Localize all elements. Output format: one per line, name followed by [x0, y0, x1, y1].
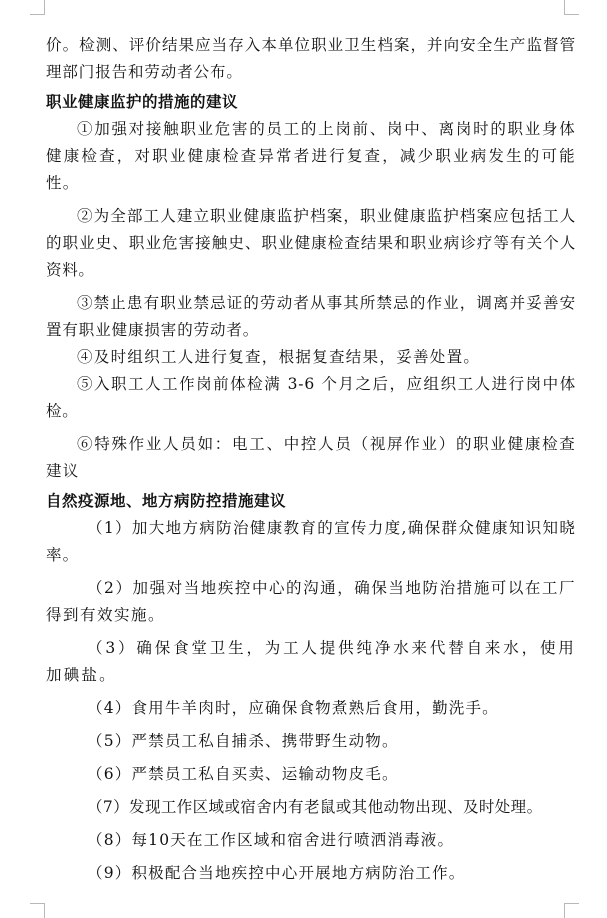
endemic-item-5: （5）严禁员工私自捕杀、携带野生动物。 — [87, 732, 399, 750]
measure-paragraph-1: ①加强对接触职业危害的员工的上岗前、岗中、离岗时的职业身体健康检查，对职业健康检查异常者进行复查，减少职业病发生的可能性。 — [46, 120, 576, 192]
measure-paragraph-6: ⑥特殊作业人员如：电工、中控人员（视屏作业）的职业健康检查建议 — [46, 435, 576, 480]
endemic-item-7: （7）发现工作区域或宿舍内有老鼠或其他动物出现、及时处理。 — [87, 798, 543, 816]
crop-mark-bottom-left — [30, 903, 45, 918]
measure-paragraph-5: ⑤入职工人工作岗前体检满 3-6 个月之后，应组织工人进行岗中体检。 — [46, 375, 576, 420]
document-body — [46, 32, 576, 887]
endemic-item-1: （1）加大地方病防治健康教育的宣传力度,确保群众健康知识知晓率。 — [46, 519, 576, 564]
crop-mark-top-left — [30, 0, 45, 15]
measure-paragraph-4: ④及时组织工人进行复查，根据复查结果，妥善处置。 — [77, 348, 481, 366]
crop-mark-top-right — [564, 0, 579, 15]
endemic-item-3: （3）确保食堂卫生，为工人提供纯净水来代替自来水，使用加碘盐。 — [46, 639, 576, 684]
intro-paragraph: 价。检测、评价结果应当存入本单位职业卫生档案，并向安全生产监督管理部门报告和劳动者公布。 — [46, 36, 576, 81]
crop-mark-bottom-right — [564, 903, 579, 918]
section-heading-health-monitoring: 职业健康监护的措施的建议 — [46, 93, 239, 111]
section-heading-endemic-control: 自然疫源地、地方病防控措施建议 — [46, 492, 287, 510]
endemic-item-8: （8）每10天在工作区域和宿舍进行喷洒消毒液。 — [87, 831, 455, 849]
measure-paragraph-2: ②为全部工人建立职业健康监护档案，职业健康监护档案应包括工人的职业史、职业危害接触史、职业健康检查结果和职业病诊疗等有关个人资料。 — [46, 207, 576, 279]
measure-paragraph-3: ③禁止患有职业禁忌证的劳动者从事其所禁忌的作业，调离并妥善安置有职业健康损害的劳动者。 — [46, 294, 576, 339]
endemic-item-9: （9）积极配合当地疾控中心开展地方病防治工作。 — [87, 864, 466, 882]
endemic-item-2: （2）加强对当地疾控中心的沟通，确保当地防治措施可以在工厂得到有效实施。 — [46, 579, 576, 624]
endemic-item-4: （4）食用牛羊肉时，应确保食物煮熟后食用，勤洗手。 — [87, 699, 499, 717]
endemic-item-6: （6）严禁员工私自买卖、运输动物皮毛。 — [87, 765, 399, 783]
